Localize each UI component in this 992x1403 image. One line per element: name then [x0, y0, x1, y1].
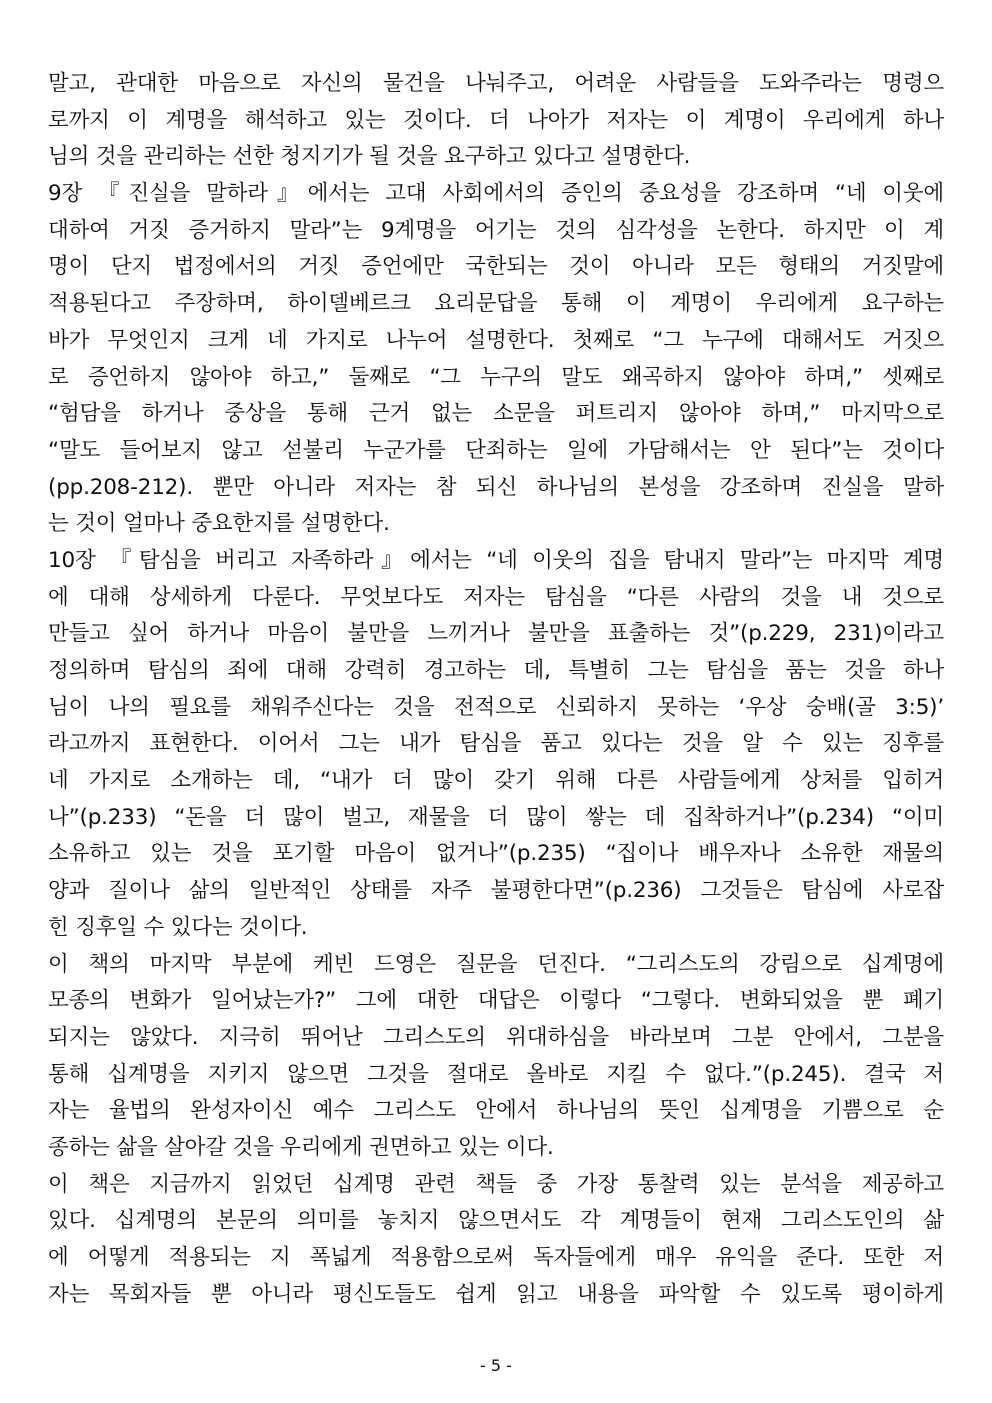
text-line: 모종의 변화가 일어났는가?” 그에 대한 대답은 이렇다 “그렇다. 변화되었을 뿐 폐기 [48, 988, 944, 1014]
text-line: 로 증언하지 않아야 하고,” 둘째로 “그 누구의 말도 왜곡하지 않아야 하며,” 셋째로 [48, 364, 944, 390]
text-line: 소유하고 있는 것을 포기할 마음이 없거나”(p.235) “집이나 배우자나 소유한 재물의 [48, 841, 944, 867]
text-line: 자는 율법의 완성자이신 예수 그리스도 안에서 하나님의 뜻인 십계명을 기쁨으로 순 [48, 1098, 944, 1124]
text-line: 대하여 거짓 증거하지 말라”는 9계명을 어기는 것의 심각성을 논한다. 하지만 이 계 [48, 217, 944, 243]
text-line: (pp.208-212). 뿐만 아니라 저자는 참 되신 하나님의 본성을 강조하며 진실을 말하 [48, 474, 944, 500]
text-line: 정의하며 탐심의 죄에 대해 강력히 경고하는 데, 특별히 그는 탐심을 품는 것을 하나 [48, 658, 944, 683]
text-line: 님의 것을 관리하는 선한 청지기가 될 것을 요구하고 있다고 설명한다. [48, 144, 691, 170]
text-line: 로까지 이 계명을 해석하고 있는 것이다. 더 나아가 저자는 이 계명이 우리에게 하나 [48, 107, 944, 133]
text-line: 되지는 않았다. 지극히 뛰어난 그리스도의 위대하심을 바라보며 그분 안에서, 그분을 [48, 1024, 944, 1050]
page-number: - 5 - [480, 1356, 512, 1375]
text-line: “험담을 하거나 중상을 통해 근거 없는 소문을 퍼트리지 않아야 하며,” 마지막으로 [48, 401, 944, 427]
text-line: 있다. 십계명의 본문의 의미를 놓치지 않으면서도 각 계명들이 현재 그리스도인의 삶 [48, 1208, 944, 1234]
text-line: 라고까지 표현한다. 이어서 그는 내가 탐심을 품고 있다는 것을 알 수 있는 징후를 [48, 731, 944, 757]
text-line: 네 가지로 소개하는 데, “내가 더 많이 갖기 위해 다른 사람들에게 상처를 입히거 [48, 768, 944, 794]
text-line: 10장 『탐심을 버리고 자족하라』에서는 “네 이웃의 집을 탐내지 말라”는 마지막 계명 [48, 547, 944, 573]
text-line: “말도 들어보지 않고 섣불리 누군가를 단죄하는 일에 가담해서는 안 된다”는 것이다 [48, 437, 944, 463]
text-line: 에 어떻게 적용되는 지 폭넓게 적용함으로써 독자들에게 매우 유익을 준다. 또한 저 [48, 1245, 944, 1270]
text-line: 힌 징후일 수 있다는 것이다. [48, 914, 308, 940]
text-line: 명이 단지 법정에서의 거짓 증언에만 국한되는 것이 아니라 모든 형태의 거짓말에 [48, 254, 944, 280]
text-line: 에 대해 상세하게 다룬다. 무엇보다도 저자는 탐심을 “다른 사람의 것을 내 것으로 [48, 584, 944, 610]
text-line: 적용된다고 주장하며, 하이델베르크 요리문답을 통해 이 계명이 우리에게 요구하는 [48, 291, 944, 317]
text-line: 자는 목회자들 뿐 아니라 평신도들도 쉽게 읽고 내용을 파악할 수 있도록 평이하게 [48, 1281, 944, 1307]
text-line: 나”(p.233) “돈을 더 많이 벌고, 재물을 더 많이 쌓는 데 집착하거나”(p.234) “이미 [48, 804, 944, 830]
text-line: 종하는 삶을 살아갈 것을 우리에게 권면하고 있는 이다. [48, 1134, 554, 1160]
text-line: 이 책은 지금까지 읽었던 십계명 관련 책들 중 가장 통찰력 있는 분석을 제공하고 [48, 1171, 944, 1197]
text-line: 는 것이 얼마나 중요한지를 설명한다. [48, 511, 390, 537]
text-line: 통해 십계명을 지키지 않으면 그것을 절대로 올바로 지킬 수 없다.”(p.245). 결국 저 [48, 1061, 944, 1087]
text-line: 이 책의 마지막 부분에 케빈 드영은 질문을 던진다. “그리스도의 강림으로 십계명에 [48, 951, 944, 977]
text-line: 9장 『진실을 말하라』에서는 고대 사회에서의 증인의 중요성을 강조하며 “네 이웃에 [48, 181, 944, 207]
text-line: 바가 무엇인지 크게 네 가지로 나누어 설명한다. 첫째로 “그 누구에 대해서도 거짓으 [48, 327, 944, 353]
text-line: 님이 나의 필요를 채워주신다는 것을 전적으로 신뢰하지 못하는 ‘우상 숭배(골 3:5)’ [48, 694, 944, 720]
text-line: 말고, 관대한 마음으로 자신의 물건을 나눠주고, 어려운 사람들을 도와주라는 명령으 [48, 71, 944, 96]
text-line: 양과 질이나 삶의 일반적인 상태를 자주 불평한다면”(p.236) 그것들은 탐심에 사로잡 [48, 878, 944, 904]
document-body [48, 66, 944, 1313]
text-line: 만들고 싶어 하거나 마음이 불만을 느끼거나 불만을 표출하는 것”(p.229, 231)이라고 [48, 621, 944, 647]
